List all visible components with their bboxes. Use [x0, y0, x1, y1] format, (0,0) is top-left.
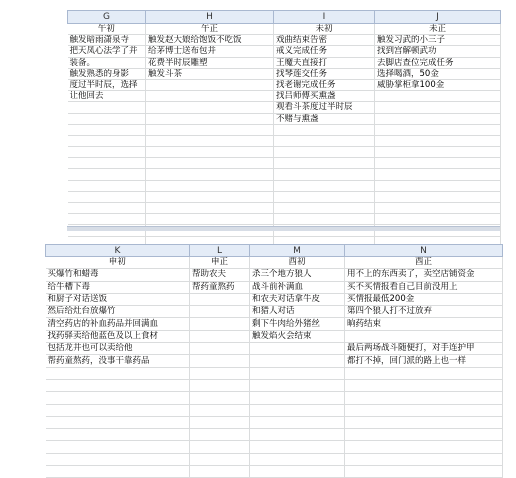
table-cell[interactable]: [250, 404, 345, 416]
table-row: [46, 355, 503, 367]
table-cell[interactable]: 选择喝酒，50金: [375, 68, 501, 79]
table-cell[interactable]: [375, 214, 501, 225]
table-cell[interactable]: 买情报最低200金: [345, 293, 503, 305]
table-cell[interactable]: [375, 147, 501, 158]
grid-bottom: [45, 244, 503, 478]
table-row: [68, 147, 501, 158]
table-cell[interactable]: 王魔夫直接打: [274, 57, 375, 68]
table-cell[interactable]: [190, 441, 250, 453]
table-cell[interactable]: [250, 429, 345, 441]
table-cell[interactable]: [274, 147, 375, 158]
table-cell[interactable]: 找琴莲交任务: [274, 68, 375, 79]
table-cell[interactable]: 包括龙井也可以卖给他: [46, 343, 190, 355]
table-cell[interactable]: 把天凤心法学了并: [68, 46, 146, 57]
table-row: [46, 281, 503, 293]
table-cell[interactable]: 触发暗雨潇泉寺: [68, 35, 146, 46]
table-row: [68, 91, 501, 102]
time-header-cell[interactable]: 未初: [274, 24, 375, 35]
table-cell[interactable]: [190, 416, 250, 428]
table-cell[interactable]: [345, 367, 503, 379]
table-cell[interactable]: [146, 91, 274, 102]
table-cell[interactable]: [274, 191, 375, 202]
table-cell[interactable]: [375, 180, 501, 191]
table-cell[interactable]: [375, 135, 501, 146]
table-row: [68, 203, 501, 214]
table-cell[interactable]: [274, 203, 375, 214]
table-row: [68, 124, 501, 135]
table-cell[interactable]: 触发赵大娘给饱饭不吃饭: [146, 35, 274, 46]
table-cell[interactable]: [250, 379, 345, 391]
table-cell[interactable]: 威胁掌柜拿100金: [375, 79, 501, 90]
table-row: [46, 318, 503, 330]
table-cell[interactable]: 第四个狼人打不过放弃: [345, 306, 503, 318]
table-cell[interactable]: 给茅博士送布包并: [146, 46, 274, 57]
column-header-j[interactable]: J: [375, 11, 501, 24]
table-cell[interactable]: 最后两场战斗随便打，对手连护甲: [345, 343, 503, 355]
table-cell[interactable]: [68, 135, 146, 146]
time-header-cell[interactable]: 申正: [190, 257, 250, 269]
table-cell[interactable]: 不赌与熏盏: [274, 113, 375, 124]
table-cell[interactable]: 然后给灶台放爆竹: [46, 306, 190, 318]
column-header-g[interactable]: G: [68, 11, 146, 24]
table-cell[interactable]: [345, 416, 503, 428]
table-cell[interactable]: 战斗前补满血: [250, 281, 345, 293]
table-cell[interactable]: [46, 367, 190, 379]
table-cell[interactable]: [190, 367, 250, 379]
table-cell[interactable]: [68, 113, 146, 124]
table-cell[interactable]: [46, 379, 190, 391]
table-cell[interactable]: [46, 416, 190, 428]
table-cell[interactable]: [375, 169, 501, 180]
table-cell[interactable]: [146, 158, 274, 169]
table-cell[interactable]: 买不买情报看自己目前没用上: [345, 281, 503, 293]
table-cell[interactable]: 剩下牛肉给外猪丝: [250, 318, 345, 330]
table-cell[interactable]: [375, 203, 501, 214]
table-cell[interactable]: [345, 429, 503, 441]
table-row: [46, 343, 503, 355]
table-cell[interactable]: 帮药童熬药: [190, 281, 250, 293]
table-cell[interactable]: [146, 113, 274, 124]
table-cell[interactable]: [68, 147, 146, 158]
table-cell[interactable]: 都打不掉，回门派的路上也一样: [345, 355, 503, 367]
table-cell[interactable]: [46, 404, 190, 416]
table-row: [46, 441, 503, 453]
table-cell[interactable]: [146, 214, 274, 225]
spreadsheet-bottom: [45, 244, 503, 478]
table-cell[interactable]: 帮助农夫: [190, 269, 250, 281]
column-header-l[interactable]: L: [190, 245, 250, 257]
table-cell[interactable]: [68, 158, 146, 169]
table-cell[interactable]: 装备。: [68, 57, 146, 68]
table-row: [46, 404, 503, 416]
table-cell[interactable]: [146, 203, 274, 214]
table-cell[interactable]: [190, 404, 250, 416]
table-row: [46, 429, 503, 441]
table-cell[interactable]: [190, 355, 250, 367]
table-cell[interactable]: [274, 180, 375, 191]
table-cell[interactable]: 给牛槽下毒: [46, 281, 190, 293]
table-cell[interactable]: [146, 180, 274, 191]
table-row: [68, 68, 501, 79]
table-row: [46, 367, 503, 379]
table-cell[interactable]: [46, 441, 190, 453]
column-header-n[interactable]: N: [345, 245, 503, 257]
table-row: [46, 293, 503, 305]
table-cell[interactable]: 找老谢完成任务: [274, 79, 375, 90]
table-row: [68, 191, 501, 202]
time-header-cell[interactable]: 未正: [375, 24, 501, 35]
table-cell[interactable]: [345, 466, 503, 478]
table-row: [68, 169, 501, 180]
table-cell[interactable]: [375, 124, 501, 135]
table-cell[interactable]: 用不上的东西卖了，卖空店铺资金: [345, 269, 503, 281]
table-row: [46, 416, 503, 428]
table-cell[interactable]: 戏曲结束告密: [274, 35, 375, 46]
table-cell[interactable]: [46, 466, 190, 478]
table-cell[interactable]: [146, 124, 274, 135]
table-cell[interactable]: 触发斗茶: [146, 68, 274, 79]
column-header-m[interactable]: M: [250, 245, 345, 257]
table-cell[interactable]: [250, 466, 345, 478]
table-row: [68, 214, 501, 225]
table-cell[interactable]: [190, 379, 250, 391]
table-cell[interactable]: [250, 343, 345, 355]
time-header-cell[interactable]: 酉初: [250, 257, 345, 269]
table-cell[interactable]: [250, 453, 345, 465]
table-cell[interactable]: [190, 429, 250, 441]
table-row: [46, 466, 503, 478]
time-header-cell[interactable]: 午初: [68, 24, 146, 35]
table-cell[interactable]: [375, 113, 501, 124]
table-cell[interactable]: [146, 147, 274, 158]
table-cell[interactable]: 找到宫解顿武功: [375, 46, 501, 57]
table-row: [46, 306, 503, 318]
table-row: [68, 57, 501, 68]
scrollbar-top[interactable]: [67, 226, 500, 231]
time-header-row: [68, 24, 501, 35]
table-cell[interactable]: [190, 392, 250, 404]
table-cell[interactable]: [345, 379, 503, 391]
grid-top: [67, 10, 501, 248]
table-cell[interactable]: 和厨子对话送饭: [46, 293, 190, 305]
table-cell[interactable]: [274, 124, 375, 135]
table-cell[interactable]: 晌药结束: [345, 318, 503, 330]
table-cell[interactable]: [46, 453, 190, 465]
table-row: [68, 135, 501, 146]
table-cell[interactable]: [190, 330, 250, 342]
table-cell[interactable]: [190, 318, 250, 330]
table-cell[interactable]: 和农夫对话拿牛皮: [250, 293, 345, 305]
table-cell[interactable]: 找药驿卖给他蓝色及以上食材: [46, 330, 190, 342]
table-cell[interactable]: [68, 169, 146, 180]
table-cell[interactable]: 和猎人对话: [250, 306, 345, 318]
table-cell[interactable]: [345, 453, 503, 465]
column-header-k[interactable]: K: [46, 245, 190, 257]
table-cell[interactable]: 触发熟悉的身影: [68, 68, 146, 79]
table-cell[interactable]: [250, 416, 345, 428]
table-cell[interactable]: [250, 355, 345, 367]
table-cell[interactable]: [345, 404, 503, 416]
table-cell[interactable]: 观看斗茶度过半时辰: [274, 102, 375, 113]
time-header-cell[interactable]: 申初: [46, 257, 190, 269]
table-cell[interactable]: 杀三个地方狼人: [250, 269, 345, 281]
table-row: [46, 453, 503, 465]
table-cell[interactable]: [274, 169, 375, 180]
table-cell[interactable]: 让他回去: [68, 91, 146, 102]
table-cell[interactable]: [345, 441, 503, 453]
table-cell[interactable]: [146, 191, 274, 202]
table-cell[interactable]: 触发习武的小三子: [375, 35, 501, 46]
table-cell[interactable]: 度过半时辰，选择: [68, 79, 146, 90]
table-cell[interactable]: [190, 453, 250, 465]
table-cell[interactable]: [68, 102, 146, 113]
table-row: [68, 46, 501, 57]
table-cell[interactable]: [46, 392, 190, 404]
table-cell[interactable]: [190, 343, 250, 355]
table-cell[interactable]: [274, 214, 375, 225]
table-cell[interactable]: [190, 466, 250, 478]
table-cell[interactable]: [146, 135, 274, 146]
column-header-i[interactable]: I: [274, 11, 375, 24]
table-cell[interactable]: [274, 158, 375, 169]
table-cell[interactable]: [146, 79, 274, 90]
table-row: [68, 79, 501, 90]
time-header-cell[interactable]: 午正: [146, 24, 274, 35]
table-cell[interactable]: 去脚店查位完成任务: [375, 57, 501, 68]
table-cell[interactable]: 触发焰火会结束: [250, 330, 345, 342]
time-header-cell[interactable]: 酉正: [345, 257, 503, 269]
table-cell[interactable]: [375, 91, 501, 102]
table-cell[interactable]: 花费半时辰雕塑: [146, 57, 274, 68]
table-cell[interactable]: [68, 124, 146, 135]
table-row: [68, 102, 501, 113]
table-cell[interactable]: [46, 429, 190, 441]
table-cell[interactable]: [68, 191, 146, 202]
table-cell[interactable]: 帮药童熬药，没事干靠药品: [46, 355, 190, 367]
table-row: [46, 379, 503, 391]
table-cell[interactable]: [250, 392, 345, 404]
table-cell[interactable]: 戒义完成任务: [274, 46, 375, 57]
table-cell[interactable]: [68, 203, 146, 214]
table-cell[interactable]: [146, 169, 274, 180]
table-row: [46, 392, 503, 404]
table-row: [68, 113, 501, 124]
table-cell[interactable]: [250, 441, 345, 453]
table-cell[interactable]: [345, 392, 503, 404]
table-cell[interactable]: [250, 367, 345, 379]
table-cell[interactable]: [375, 191, 501, 202]
table-cell[interactable]: [375, 102, 501, 113]
table-row: [68, 158, 501, 169]
table-cell[interactable]: [345, 330, 503, 342]
table-cell[interactable]: [146, 102, 274, 113]
table-cell[interactable]: 找吕师傅买熏盏: [274, 91, 375, 102]
table-cell[interactable]: [375, 158, 501, 169]
table-cell[interactable]: 清空药店的补血药品并回满血: [46, 318, 190, 330]
time-header-row: [46, 257, 503, 269]
table-cell[interactable]: [68, 180, 146, 191]
table-cell[interactable]: 买爆竹和蜡毒: [46, 269, 190, 281]
table-cell[interactable]: [274, 135, 375, 146]
table-row: [46, 330, 503, 342]
table-cell[interactable]: [68, 214, 146, 225]
table-row: [68, 35, 501, 46]
table-row: [68, 180, 501, 191]
table-cell[interactable]: [190, 306, 250, 318]
column-header-h[interactable]: H: [146, 11, 274, 24]
table-row: [46, 269, 503, 281]
spreadsheet-top: [67, 10, 501, 248]
table-cell[interactable]: [190, 293, 250, 305]
